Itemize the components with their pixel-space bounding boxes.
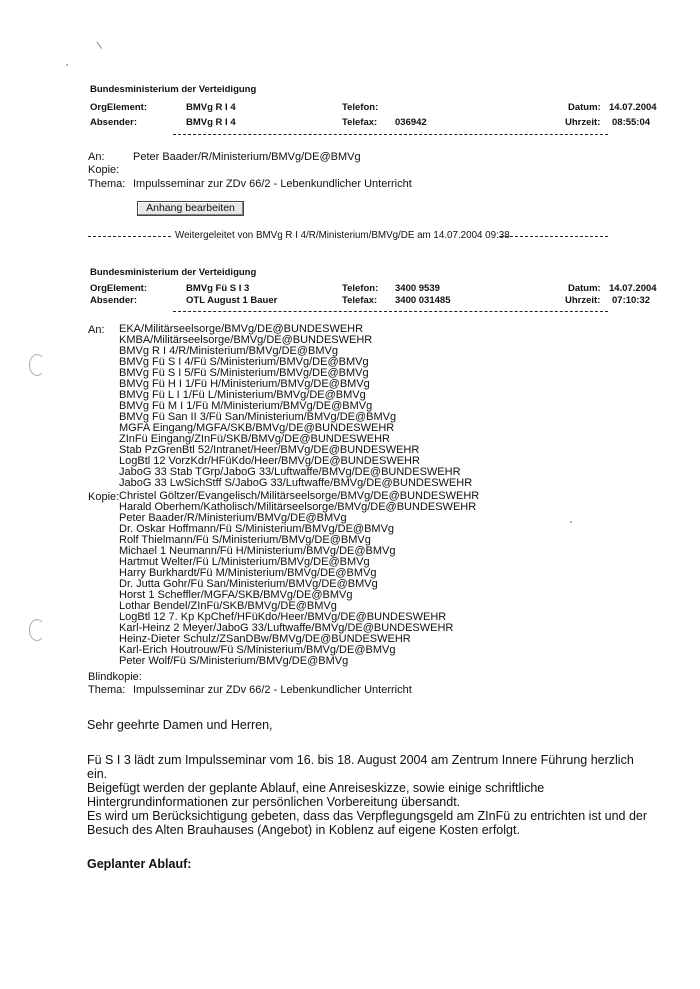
orgelement-value: BMVg Fü S I 3 [186, 283, 250, 294]
ministry-title: Bundesministerium der Verteidigung [90, 84, 257, 95]
scan-mark: \ [96, 39, 104, 53]
an-label: An: [88, 151, 105, 163]
section-heading: Geplanter Ablauf: [87, 857, 192, 871]
uhrzeit-label: Uhrzeit: [565, 117, 601, 128]
kopie-recipient: Harald Oberhem/Katholisch/Militärseelsorge/BMVg/DE@BUNDESWEHR [119, 501, 477, 513]
punch-hole [29, 619, 45, 641]
kopie-recipient: Rolf Thielmann/Fü S/Ministerium/BMVg/DE@BMVg [119, 534, 371, 546]
kopie-recipient: Karl-Heinz 2 Meyer/JaboG 33/Luftwaffe/BMVg/DE@BUNDESWEHR [119, 622, 454, 634]
separator-line [173, 134, 608, 135]
forward-dash-left [88, 236, 171, 237]
telefon-label: Telefon: [342, 102, 379, 113]
kopie-recipient: Peter Baader/R/Ministerium/BMVg/DE@BMVg [119, 512, 347, 524]
an-recipient: BMVg R I 4/R/Ministerium/BMVg/DE@BMVg [119, 345, 338, 357]
an-recipient: BMVg Fü M I 1/Fü M/Ministerium/BMVg/DE@BMVg [119, 400, 373, 412]
an-recipient: EKA/Militärseelsorge/BMVg/DE@BUNDESWEHR [119, 323, 364, 335]
datum-label: Datum: [568, 283, 601, 294]
kopie-label: Kopie: [88, 491, 120, 503]
absender-value: BMVg R I 4 [186, 117, 236, 128]
telefax-label: Telefax: [342, 117, 378, 128]
orgelement-label: OrgElement: [90, 283, 148, 294]
separator-line [173, 311, 608, 312]
kopie-recipient: Hartmut Welter/Fü L/Ministerium/BMVg/DE@BMVg [119, 556, 370, 568]
greeting: Sehr geehrte Damen und Herren, [87, 718, 273, 732]
body-text-line: Fü S I 3 lädt zum Impulsseminar vom 16. bis 18. August 2004 am Zentrum Innere Führung herzlich [87, 753, 634, 767]
kopie-recipient: Michael 1 Neumann/Fü H/Ministerium/BMVg/DE@BMVg [119, 545, 396, 557]
kopie-recipient: Dr. Oskar Hoffmann/Fü S/Ministerium/BMVg/DE@BMVg [119, 523, 395, 535]
forward-line: Weitergeleitet von BMVg R I 4/R/Ministerium/BMVg/DE am 14.07.2004 09:38 [175, 230, 510, 241]
kopie-recipient: Christel Göltzer/Evangelisch/Militärseelsorge/BMVg/DE@BUNDESWEHR [119, 490, 480, 502]
kopie-recipient: Peter Wolf/Fü S/Ministerium/BMVg/DE@BMVg [119, 655, 349, 667]
forward-dash-right [500, 236, 608, 237]
datum-value: 14.07.2004 [609, 102, 657, 113]
datum-label: Datum: [568, 102, 601, 113]
an-recipient: BMVg Fü H I 1/Fü H/Ministerium/BMVg/DE@BMVg [119, 378, 370, 390]
an-recipient: KMBA/Militärseelsorge/BMVg/DE@BUNDESWEHR [119, 334, 373, 346]
absender-value: OTL August 1 Bauer [186, 295, 278, 306]
absender-label: Absender: [90, 295, 137, 306]
thema-value: Impulsseminar zur ZDv 66/2 - Lebenkundlicher Unterricht [133, 178, 412, 190]
ministry-title: Bundesministerium der Verteidigung [90, 267, 257, 278]
scan-speck [570, 521, 572, 523]
kopie-recipient: Heinz-Dieter Schulz/ZSanDBw/BMVg/DE@BUNDESWEHR [119, 633, 411, 645]
absender-label: Absender: [90, 117, 137, 128]
thema-label: Thema: [88, 684, 126, 696]
an-recipient: LogBtl 12 VorzKdr/HFüKdo/Heer/BMVg/DE@BUNDESWEHR [119, 455, 420, 467]
kopie-label: Kopie: [88, 164, 120, 176]
an-recipient: BMVg Fü San II 3/Fü San/Ministerium/BMVg/DE@BMVg [119, 411, 397, 423]
kopie-recipient: Karl-Erich Houtrouw/Fü S/Ministerium/BMVg/DE@BMVg [119, 644, 396, 656]
kopie-recipient: Lothar Bendel/ZInFü/SKB/BMVg/DE@BMVg [119, 600, 337, 612]
punch-hole [29, 354, 45, 376]
edit-attachment-button[interactable]: Anhang bearbeiten [137, 201, 244, 216]
an-value: Peter Baader/R/Ministerium/BMVg/DE@BMVg [133, 151, 361, 163]
kopie-recipient: Harry Burkhardt/Fü M/Ministerium/BMVg/DE@BMVg [119, 567, 377, 579]
an-recipient: MGFA Eingang/MGFA/SKB/BMVg/DE@BUNDESWEHR [119, 422, 395, 434]
an-recipient: ZInFü Eingang/ZInFü/SKB/BMVg/DE@BUNDESWEHR [119, 433, 390, 445]
orgelement-value: BMVg R I 4 [186, 102, 236, 113]
telefax-label: Telefax: [342, 295, 378, 306]
orgelement-label: OrgElement: [90, 102, 148, 113]
scan-speck [66, 64, 68, 66]
an-recipient: Stab PzGrenBtl 52/Intranet/Heer/BMVg/DE@BUNDESWEHR [119, 444, 420, 456]
telefon-label: Telefon: [342, 283, 379, 294]
kopie-recipient: Horst 1 Scheffler/MGFA/SKB/BMVg/DE@BMVg [119, 589, 353, 601]
body-text-line: Besuch des Alten Brauhauses (Angebot) in Koblenz auf eigene Kosten erfolgt. [87, 823, 520, 837]
uhrzeit-label: Uhrzeit: [565, 295, 601, 306]
blindkopie-label: Blindkopie: [88, 671, 142, 683]
telefax-value: 036942 [395, 117, 427, 128]
body-text-line: ein. [87, 767, 108, 781]
uhrzeit-value: 07:10:32 [612, 295, 651, 306]
body-text-line: Hintergrundinformationen zur persönlichen Vorbereitung übersandt. [87, 795, 461, 809]
uhrzeit-value: 08:55:04 [612, 117, 651, 128]
thema-label: Thema: [88, 178, 126, 190]
an-label: An: [88, 324, 105, 336]
an-recipient: BMVg Fü S I 5/Fü S/Ministerium/BMVg/DE@BMVg [119, 367, 369, 379]
telefon-value: 3400 9539 [395, 283, 440, 294]
an-recipient: BMVg Fü S I 4/Fü S/Ministerium/BMVg/DE@BMVg [119, 356, 369, 368]
body-text-line: Beigefügt werden der geplante Ablauf, eine Anreiseskizze, sowie einige schriftliche [87, 781, 545, 795]
body-text-line: Es wird um Berücksichtigung gebeten, dass das Verpflegungsgeld am ZInFü zu entrichten ist und der [87, 809, 648, 823]
an-recipient: JaboG 33 LwSichStff S/JaboG 33/Luftwaffe/BMVg/DE@BUNDESWEHR [119, 477, 473, 489]
kopie-recipient: LogBtl 12 7. Kp KpChef/HFüKdo/Heer/BMVg/DE@BUNDESWEHR [119, 611, 447, 623]
an-recipient: BMVg Fü L I 1/Fü L/Ministerium/BMVg/DE@BMVg [119, 389, 366, 401]
kopie-recipient: Dr. Jutta Gohr/Fü San/Ministerium/BMVg/DE@BMVg [119, 578, 378, 590]
datum-value: 14.07.2004 [609, 283, 657, 294]
thema-value: Impulsseminar zur ZDv 66/2 - Lebenkundlicher Unterricht [133, 684, 412, 696]
telefax-value: 3400 031485 [395, 295, 451, 306]
an-recipient: JaboG 33 Stab TGrp/JaboG 33/Luftwaffe/BMVg/DE@BUNDESWEHR [119, 466, 461, 478]
